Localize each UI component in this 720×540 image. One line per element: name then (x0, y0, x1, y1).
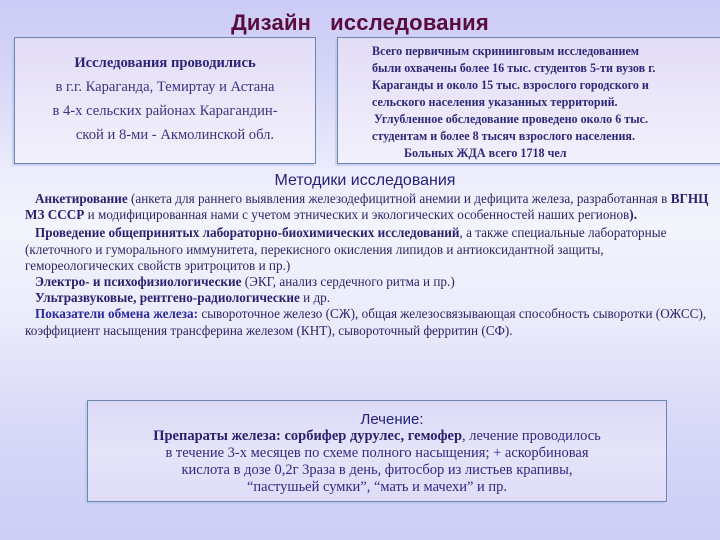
treatment-drugs: Препараты железа: сорбифер дурулес, гемофер (153, 428, 463, 444)
method-item-electro: Электро- и психофизиологические (ЭКГ, анализ сердечного ритма и пр.) (35, 274, 455, 290)
treatment-line: кислота в дозе 0,2г 3раза в день, фитосбор из листьев крапивы, (181, 462, 573, 478)
treatment-heading: Лечение: (360, 411, 424, 428)
study-locations-box (14, 37, 316, 164)
screening-line: студентам и более 8 тысяч взрослого населения. (372, 129, 635, 143)
study-locations-header: Исследования проводились (74, 55, 256, 71)
methods-list (25, 191, 715, 339)
method-item-iron-metabolism: Показатели обмена железа: сывороточное железо (СЖ), общая железосвязывающая способность сыворотки (ОЖСС), коэффициент насыщения трансферина железом (КНТ), сывороточный ферритин (СФ). (25, 306, 707, 338)
slide-title (0, 10, 720, 36)
method-term: Проведение общепринятых лабораторно-биохимических исследований (35, 225, 460, 241)
study-locations-line: в г.г. Караганда, Темиртау и Астана (55, 79, 275, 95)
treatment-line: в течение 3-х месяцев по схеме полного насыщения; + аскорбиновая (165, 445, 589, 461)
method-org: ВГНЦ МЗ СССР (25, 191, 709, 223)
study-locations-line: ской и 8-ми - Акмолинской обл. (75, 127, 275, 143)
method-term: Электро- и психофизиологические (35, 274, 242, 290)
method-term: Ультразвуковые, рентгено-радиологические (35, 290, 300, 306)
treatment-box (87, 400, 667, 502)
study-locations-line: в 4-х сельских районах Карагандин- (52, 103, 278, 119)
screening-summary-box (337, 37, 720, 164)
screening-line: Углубленное обследование проведено около 6 тыс. (374, 112, 649, 126)
screening-line: Караганды и около 15 тыс. взрослого городского и (372, 78, 649, 92)
title-word-1: Дизайн (231, 10, 312, 35)
methods-heading: Методики исследования (274, 172, 456, 189)
method-item-lab: Проведение общепринятых лабораторно-биохимических исследований, а также специальные лабораторные (клеточного и гуморального иммунитета, перекисного окисления липидов и антиоксидантной защиты, гемореологических свойств эритроцитов и пр.) (25, 225, 667, 273)
method-item-questionnaire: Анкетирование (анкета для раннего выявления железодефицитной анемии и дефицита железа, разработанная в ВГНЦ МЗ СССР и модифицированная нами с учетом этнических и экологических особенностей наших регионов). (25, 191, 709, 223)
treatment-line: “пастушьей сумки”, “мать и мачехи” и пр. (246, 479, 508, 495)
screening-line: Всего первичным скрининговым исследованием (372, 44, 640, 58)
title-word-2: исследования (330, 10, 489, 35)
patients-total: Больных ЖДА всего 1718 чел (404, 146, 567, 160)
treatment-line: Препараты железа: сорбифер дурулес, гемофер, лечение проводилось (153, 428, 601, 444)
method-item-ultrasound: Ультразвуковые, рентгено-радиологические и др. (35, 290, 331, 306)
method-term: Анкетирование (35, 191, 128, 206)
screening-line: были охвачены более 16 тыс. студентов 5-ти вузов г. (372, 61, 656, 75)
method-term: Показатели обмена железа: (35, 306, 199, 322)
screening-line: сельского населения указанных территорий. (372, 95, 618, 109)
